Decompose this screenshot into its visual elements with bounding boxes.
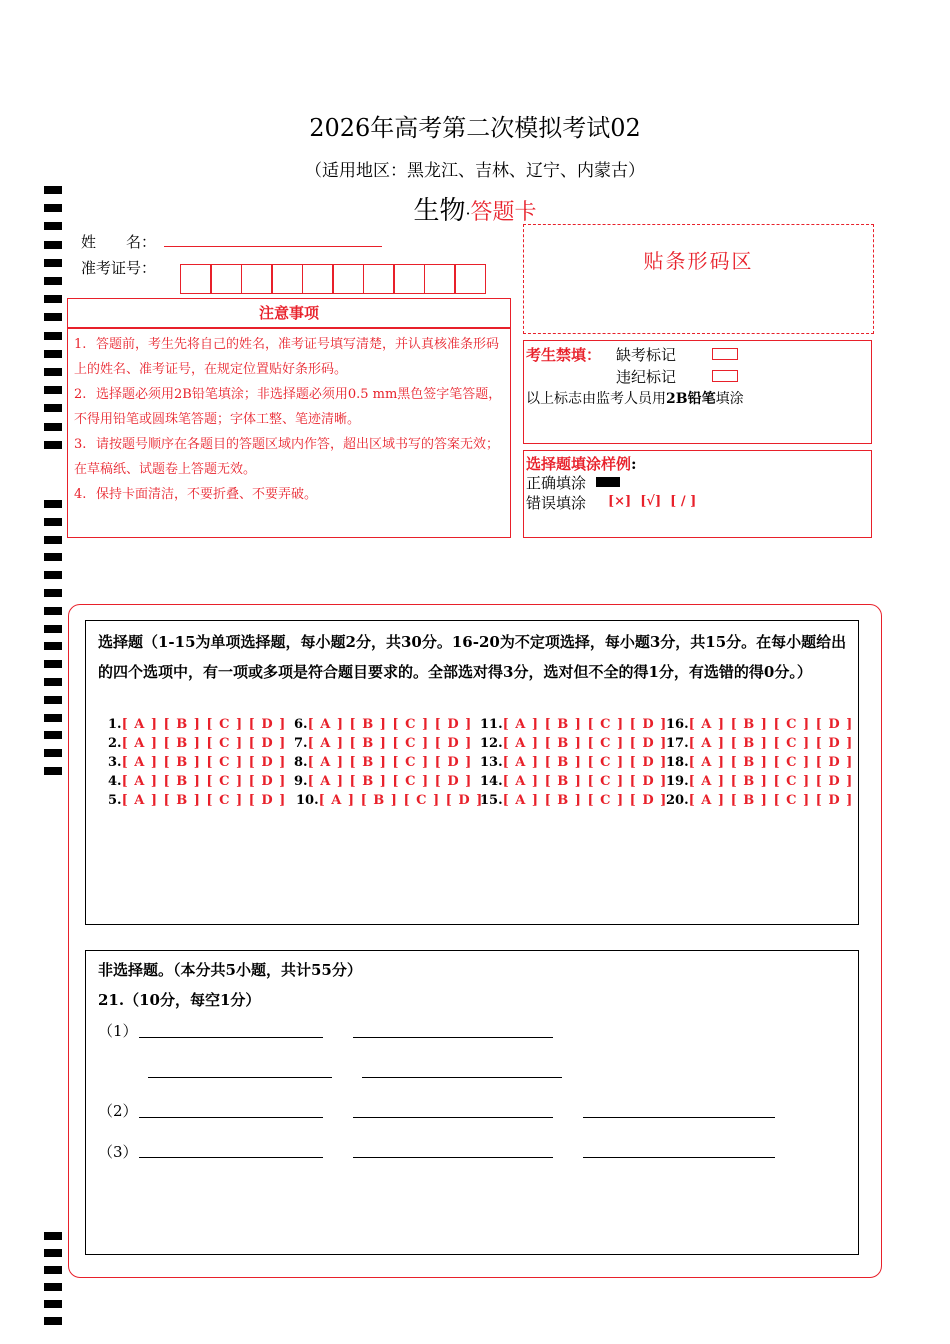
name-label: 姓 名： [81, 233, 157, 251]
question-number: 9. [294, 774, 308, 789]
id-digit-box[interactable] [271, 264, 303, 294]
answer-line[interactable] [139, 1117, 323, 1118]
notice-heading-box [67, 298, 511, 328]
mc-question[interactable] [666, 755, 853, 770]
timing-mark [44, 518, 62, 526]
correct-label: 正确填涂 [526, 474, 587, 492]
notice-heading: 注意事项 [258, 304, 319, 322]
question-number: 8. [294, 755, 308, 770]
question-number: 5. [108, 793, 122, 808]
question-number: 16. [666, 717, 689, 732]
nmc-heading: 非选择题。（本分共5小题，共计55分） [98, 961, 362, 979]
mc-question[interactable] [666, 717, 853, 732]
forbid-note-post: 填涂 [715, 391, 744, 407]
timing-mark [44, 1249, 62, 1257]
notice-item [74, 382, 504, 432]
answer-options[interactable]: [ A ] [ B ] [ C ] [ D ] [121, 755, 287, 770]
id-digit-box[interactable] [180, 264, 212, 294]
q21-heading: 21.（10分，每空1分） [98, 991, 261, 1009]
timing-mark [44, 678, 62, 686]
notice-body [67, 328, 511, 538]
subject-title [0, 190, 950, 227]
mc-question[interactable] [666, 736, 853, 751]
timing-mark [44, 553, 62, 561]
answer-line[interactable] [148, 1077, 332, 1078]
timing-mark [44, 368, 62, 376]
question-number: 15. [480, 793, 503, 808]
mc-question[interactable] [294, 774, 472, 789]
question-number: 6. [294, 717, 308, 732]
exam-subtitle: （适用地区：黑龙江、吉林、辽宁、内蒙古） [305, 161, 645, 181]
timing-mark [44, 571, 62, 579]
timing-mark [44, 259, 62, 267]
mc-question[interactable] [480, 774, 667, 789]
mc-question[interactable] [108, 793, 286, 808]
id-label: 准考证号： [81, 259, 157, 277]
id-digit-box[interactable] [210, 264, 242, 294]
correct-fill-sample [596, 477, 620, 487]
violation-label: 违纪标记 [616, 368, 677, 386]
timing-mark [44, 1232, 62, 1240]
answer-options[interactable]: [ A ] [ B ] [ C ] [ D ] [502, 755, 668, 770]
answer-options[interactable]: [ A ] [ B ] [ C ] [ D ] [688, 736, 854, 751]
timing-mark [44, 1266, 62, 1274]
absent-label: 缺考标记 [616, 346, 677, 364]
answer-options[interactable]: [ A ] [ B ] [ C ] [ D ] [688, 793, 854, 808]
timing-mark [44, 589, 62, 597]
part-label: （1） [98, 1022, 138, 1040]
mc-question[interactable] [108, 717, 286, 732]
answer-options[interactable]: [ A ] [ B ] [ C ] [ D ] [307, 755, 473, 770]
answer-line[interactable] [353, 1117, 553, 1118]
question-number: 17. [666, 736, 689, 751]
timing-mark [44, 277, 62, 285]
question-number: 19. [666, 774, 689, 789]
answer-options[interactable]: [ A ] [ B ] [ C ] [ D ] [502, 793, 668, 808]
id-digit-box[interactable] [454, 264, 486, 294]
id-digit-box[interactable] [363, 264, 395, 294]
notice-num: 3. [74, 437, 87, 452]
timing-mark [44, 386, 62, 394]
name-field[interactable] [164, 246, 382, 247]
notice-item [74, 332, 504, 382]
absent-mark[interactable] [712, 348, 738, 360]
forbid-box [523, 340, 872, 444]
timing-mark [44, 441, 62, 449]
mc-question[interactable] [108, 736, 286, 751]
timing-mark [44, 607, 62, 615]
question-number: 12. [480, 736, 503, 751]
timing-mark [44, 642, 62, 650]
timing-mark [44, 295, 62, 303]
answer-line[interactable] [583, 1157, 775, 1158]
question-number: 1. [108, 717, 122, 732]
forbid-note [526, 388, 744, 408]
mc-question[interactable] [108, 755, 286, 770]
notice-text: 保持卡面清洁，不要折叠、不要弄破。 [96, 487, 318, 502]
answer-options[interactable]: [ A ] [ B ] [ C ] [ D ] [688, 774, 854, 789]
forbid-note-bold: 2B铅笔 [666, 391, 716, 407]
timing-mark [44, 241, 62, 249]
question-number: 10. [296, 793, 319, 808]
timing-mark [44, 1283, 62, 1291]
id-digit-box[interactable] [332, 264, 364, 294]
part-label: （3） [98, 1143, 138, 1161]
timing-mark [44, 1317, 62, 1325]
non-choice-section [85, 950, 859, 1255]
mc-question[interactable] [294, 717, 472, 732]
timing-mark [44, 423, 62, 431]
answer-line[interactable] [353, 1037, 553, 1038]
mc-question[interactable] [296, 793, 483, 808]
mc-question[interactable] [480, 736, 667, 751]
wrong-marks: [×] [√] [ / ] [608, 494, 697, 509]
timing-mark [44, 767, 62, 775]
answer-options[interactable]: [ A ] [ B ] [ C ] [ D ] [121, 736, 287, 751]
answer-options[interactable]: [ A ] [ B ] [ C ] [ D ] [502, 736, 668, 751]
timing-mark [44, 625, 62, 633]
question-number: 18. [666, 755, 689, 770]
notice-num: 4. [74, 487, 87, 502]
id-digit-box[interactable] [393, 264, 425, 294]
answer-line[interactable] [353, 1157, 553, 1158]
mc-question[interactable] [666, 774, 853, 789]
timing-mark [44, 696, 62, 704]
sample-heading [526, 453, 637, 474]
answer-options[interactable]: [ A ] [ B ] [ C ] [ D ] [502, 774, 668, 789]
question-number: 11. [480, 717, 503, 732]
subject-separator: · [465, 204, 471, 223]
mc-question[interactable] [294, 736, 472, 751]
timing-mark [44, 332, 62, 340]
multiple-choice-section [85, 620, 859, 925]
notice-item [74, 432, 504, 482]
mc-question[interactable] [294, 755, 472, 770]
answer-line[interactable] [139, 1157, 323, 1158]
mc-instructions: 选择题（1-15为单项选择题，每小题2分，共30分。16-20为不定项选择，每小题3分，共15分。在每小题给出的四个选项中，有一项或多项是符合题目要求的。全部选对得3分，选对但不全的得1分，有选错的得0分。） [98, 633, 847, 681]
answer-options[interactable]: [ A ] [ B ] [ C ] [ D ] [121, 774, 287, 789]
sample-colon: : [631, 455, 637, 473]
timing-mark [44, 749, 62, 757]
mc-question[interactable] [108, 774, 286, 789]
answer-options[interactable]: [ A ] [ B ] [ C ] [ D ] [307, 736, 473, 751]
question-number: 2. [108, 736, 122, 751]
mc-question[interactable] [480, 755, 667, 770]
question-number: 14. [480, 774, 503, 789]
card-label: 答题卡 [470, 200, 537, 225]
notice-text: 答题前，考生先将自己的姓名，准考证号填写清楚，并认真核准条形码上的姓名、准考证号，在规定位置贴好条形码。 [74, 337, 500, 377]
question-number: 4. [108, 774, 122, 789]
answer-options[interactable]: [ A ] [ B ] [ C ] [ D ] [307, 774, 473, 789]
answer-line[interactable] [583, 1117, 775, 1118]
id-digit-box[interactable] [302, 264, 334, 294]
subject-name: 生物 [413, 196, 466, 226]
sample-label: 选择题填涂样例 [526, 455, 632, 473]
timing-mark [44, 536, 62, 544]
timing-mark [44, 1300, 62, 1308]
notice-item [74, 482, 504, 507]
part-label: （2） [98, 1102, 138, 1120]
question-number: 20. [666, 793, 689, 808]
timing-mark [44, 714, 62, 722]
notice-num: 1. [74, 337, 87, 352]
notice-num: 2. [74, 387, 87, 402]
answer-options[interactable]: [ A ] [ B ] [ C ] [ D ] [318, 793, 484, 808]
id-digit-box[interactable] [241, 264, 273, 294]
answer-options[interactable]: [ A ] [ B ] [ C ] [ D ] [121, 793, 287, 808]
question-number: 7. [294, 736, 308, 751]
sample-box [523, 450, 872, 538]
mc-question[interactable] [480, 793, 667, 808]
mc-question[interactable] [666, 793, 853, 808]
barcode-label: 贴条形码区 [643, 249, 754, 273]
forbid-note-pre: 以上标志由监考人员用 [526, 391, 666, 407]
question-number: 13. [480, 755, 503, 770]
timing-mark [44, 350, 62, 358]
answer-options[interactable]: [ A ] [ B ] [ C ] [ D ] [502, 717, 668, 732]
mc-question[interactable] [480, 717, 667, 732]
id-number-boxes[interactable] [181, 264, 486, 294]
answer-options[interactable]: [ A ] [ B ] [ C ] [ D ] [121, 717, 287, 732]
question-number: 3. [108, 755, 122, 770]
notice-text: 选择题必须用2B铅笔填涂；非选择题必须用0.5 mm黑色签字笔答题，不得用铅笔或圆珠笔答题；字体工整、笔迹清晰。 [74, 387, 502, 427]
answer-options[interactable]: [ A ] [ B ] [ C ] [ D ] [688, 717, 854, 732]
id-digit-box[interactable] [424, 264, 456, 294]
violation-mark[interactable] [712, 370, 738, 382]
timing-mark [44, 660, 62, 668]
answer-line[interactable] [362, 1077, 562, 1078]
answer-line[interactable] [139, 1037, 323, 1038]
timing-mark [44, 313, 62, 321]
wrong-label: 错误填涂 [526, 494, 587, 512]
answer-options[interactable]: [ A ] [ B ] [ C ] [ D ] [688, 755, 854, 770]
forbid-label: 考生禁填： [526, 346, 602, 364]
timing-mark [44, 731, 62, 739]
barcode-area [523, 224, 874, 334]
exam-title: 2026年高考第二次模拟考试02 [309, 114, 641, 142]
answer-options[interactable]: [ A ] [ B ] [ C ] [ D ] [307, 717, 473, 732]
timing-mark [44, 500, 62, 508]
notice-text: 请按题号顺序在各题目的答题区域内作答，超出区域书写的答案无效；在草稿纸、试题卷上答题无效。 [74, 437, 500, 477]
timing-mark [44, 404, 62, 412]
